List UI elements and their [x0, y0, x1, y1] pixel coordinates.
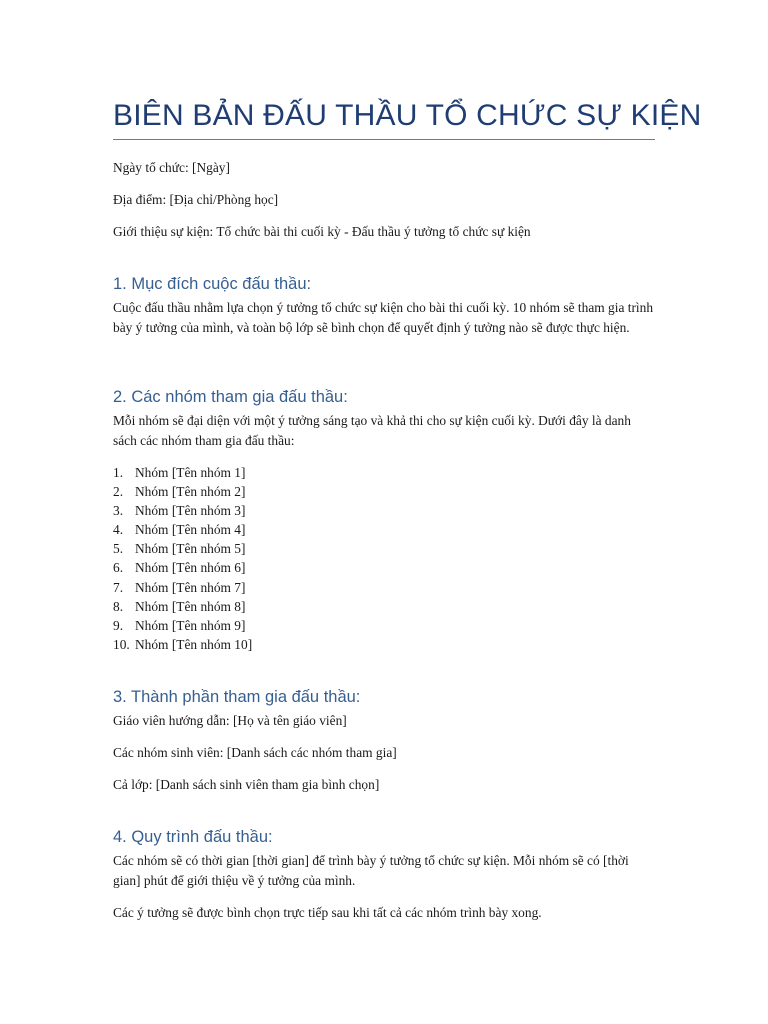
group-name: Nhóm [Tên nhóm 4]: [135, 522, 246, 538]
group-name: Nhóm [Tên nhóm 3]: [135, 503, 246, 519]
group-name: Nhóm [Tên nhóm 2]: [135, 484, 246, 500]
title-underline: [113, 139, 655, 140]
list-item: [113, 463, 252, 482]
list-item: [113, 520, 252, 539]
list-item: [113, 578, 252, 597]
list-number: 8.: [113, 598, 124, 614]
event-location: Địa điểm: [Địa chỉ/Phòng học]: [113, 192, 279, 207]
section-1-heading: 1. Mục đích cuộc đấu thầu:: [113, 275, 312, 293]
list-number: 1.: [113, 465, 124, 480]
section-3-heading: 3. Thành phần tham gia đấu thầu:: [113, 688, 361, 706]
group-name: Nhóm [Tên nhóm 6]: [135, 560, 246, 576]
section-1-body: Cuộc đấu thầu nhằm lựa chọn ý tưởng tổ chức sự kiện cho bài thi cuối kỳ. 10 nhóm sẽ tham gia trình bày ý tưởng của mình, và toàn bộ lớp sẽ bình chọn để quyết định ý tưởng nào sẽ được thực hiện.: [113, 300, 654, 335]
event-intro: Giới thiệu sự kiện: Tổ chức bài thi cuối kỳ - Đấu thầu ý tưởng tổ chức sự kiện: [113, 224, 531, 239]
group-name: Nhóm [Tên nhóm 7]: [135, 579, 246, 595]
list-number: 3.: [113, 503, 124, 519]
section-4-body-2: Các ý tưởng sẽ được bình chọn trực tiếp sau khi tất cả các nhóm trình bày xong.: [113, 905, 542, 920]
group-list: [113, 463, 252, 654]
list-number: 2.: [113, 484, 124, 500]
student-groups-line: Các nhóm sinh viên: [Danh sách các nhóm tham gia]: [113, 745, 397, 760]
group-name: Nhóm [Tên nhóm 9]: [135, 617, 246, 633]
list-item: [113, 501, 252, 520]
list-number: 4.: [113, 522, 124, 538]
event-date: Ngày tổ chức: [Ngày]: [113, 160, 230, 175]
list-number: 7.: [113, 579, 124, 595]
list-item: [113, 635, 252, 654]
list-item: [113, 558, 252, 577]
section-4-heading: 4. Quy trình đấu thầu:: [113, 828, 273, 846]
section-4-body-1: Các nhóm sẽ có thời gian [thời gian] để trình bày ý tưởng tổ chức sự kiện. Mỗi nhóm sẽ có [thời gian] phút để giới thiệu về ý tưởng của mình.: [113, 853, 629, 888]
group-name: Nhóm [Tên nhóm 10]: [135, 636, 253, 652]
list-number: 5.: [113, 541, 124, 557]
list-item: [113, 482, 252, 501]
list-number: 9.: [113, 617, 124, 633]
section-2-body: Mỗi nhóm sẽ đại diện với một ý tưởng sáng tạo và khả thi cho sự kiện cuối kỳ. Dưới đây là danh sách các nhóm tham gia đấu thầu:: [113, 413, 631, 448]
document-title: BIÊN BẢN ĐẤU THẦU TỔ CHỨC SỰ KIỆN: [113, 99, 702, 132]
list-number: 6.: [113, 560, 124, 576]
list-item: [113, 616, 252, 635]
teacher-line: Giáo viên hướng dẫn: [Họ và tên giáo viên]: [113, 713, 347, 728]
list-item: [113, 597, 252, 616]
list-number: 10.: [113, 636, 130, 652]
group-name: Nhóm [Tên nhóm 5]: [135, 541, 246, 557]
whole-class-line: Cả lớp: [Danh sách sinh viên tham gia bình chọn]: [113, 777, 380, 792]
list-item: [113, 539, 252, 558]
group-name: Nhóm [Tên nhóm 8]: [135, 598, 246, 614]
section-2-heading: 2. Các nhóm tham gia đấu thầu:: [113, 388, 348, 406]
group-name: Nhóm [Tên nhóm 1]: [135, 465, 246, 480]
